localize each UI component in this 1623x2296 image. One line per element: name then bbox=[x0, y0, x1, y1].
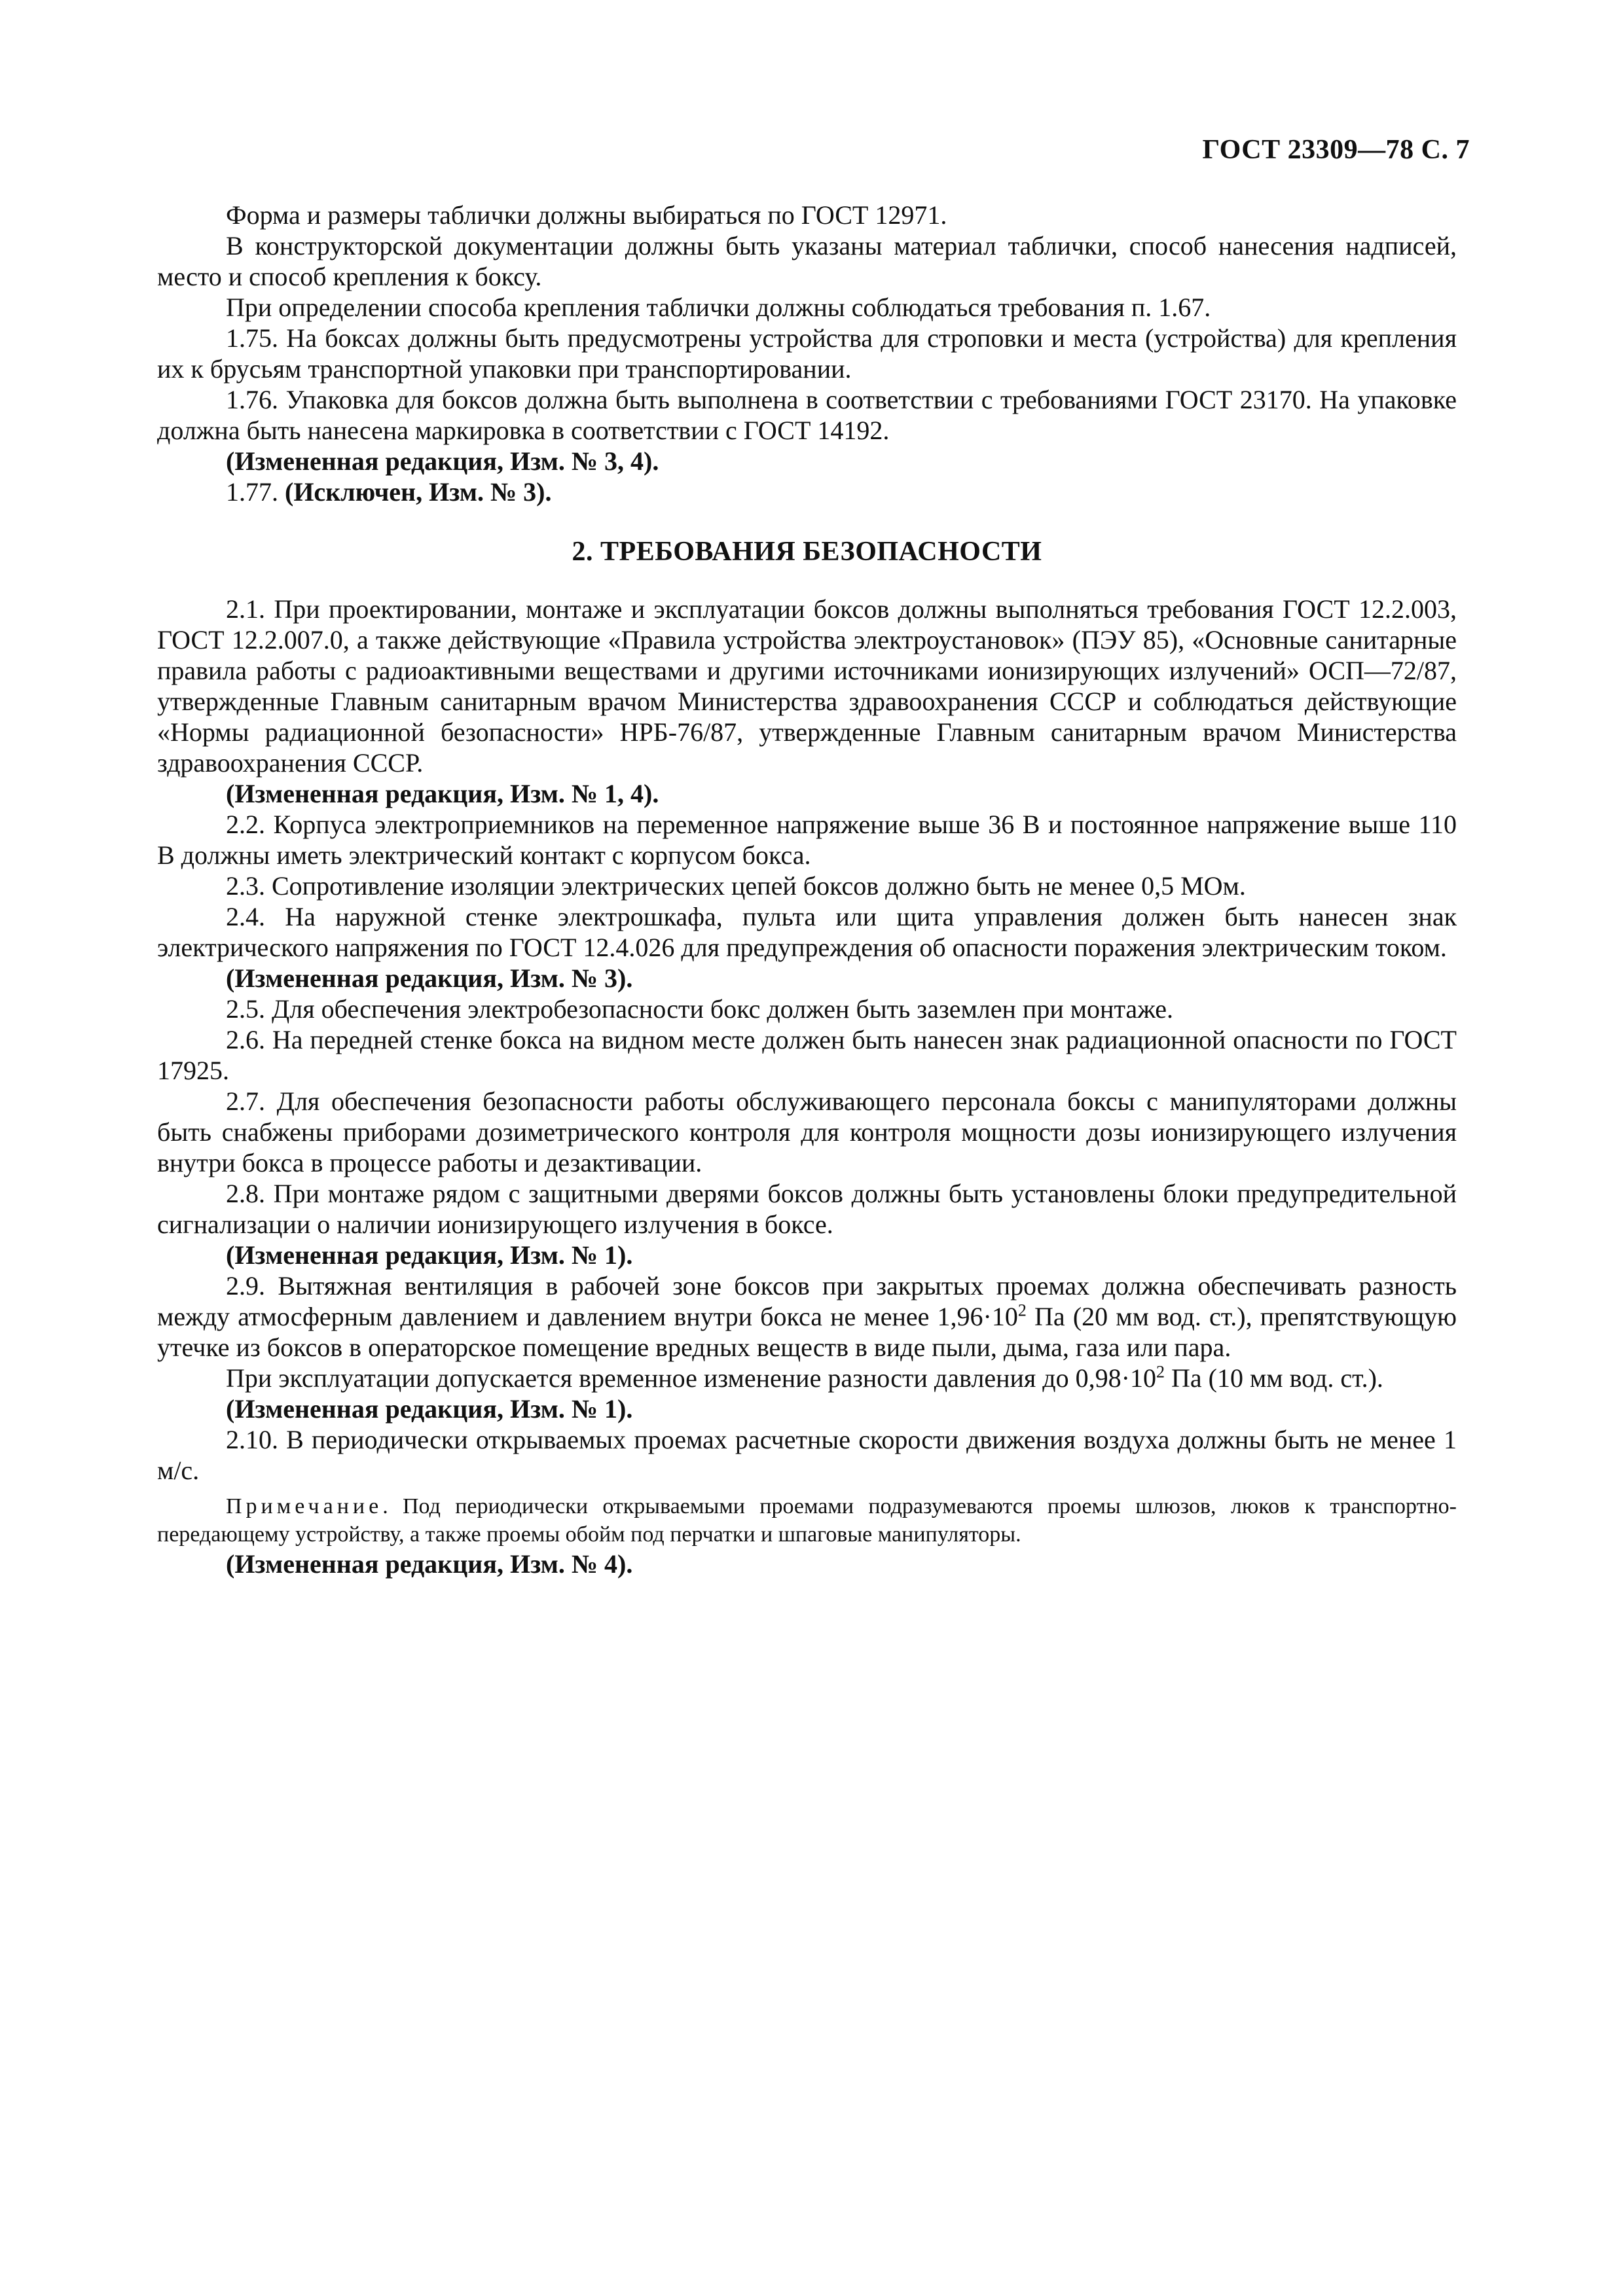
amendment-note: (Измененная редакция, Изм. № 1). bbox=[226, 1240, 633, 1270]
paragraph bbox=[157, 1270, 1457, 1363]
paragraph: 2.4. На наружной стенке электрошкафа, пульта или щита управления должен быть нанесен знак электрического напряжения по ГОСТ 12.4.026 для предупреждения об опасности поражения электрическим током. bbox=[157, 902, 1457, 962]
excluded-note: (Исключен, Изм. № 3). bbox=[285, 477, 552, 507]
paragraph bbox=[157, 1363, 1457, 1393]
paragraph: 2.7. Для обеспечения безопасности работы обслуживающего персонала боксы с манипуляторами должны быть снабжены приборами дозиметрического контроля для контроля мощности дозы ионизирующего излучения внутри бокса в процессе работы и дезактивации. bbox=[157, 1086, 1457, 1177]
paragraph: При определении способа крепления таблички должны соблюдаться требования п. 1.67. bbox=[226, 293, 1211, 322]
amendment-note: (Измененная редакция, Изм. № 3, 4). bbox=[226, 446, 659, 476]
paragraph: 2.8. При монтаже рядом с защитными дверями боксов должны быть установлены блоки предупредительной сигнализации о наличии ионизирующего излучения в боксе. bbox=[157, 1179, 1457, 1239]
amendment-note: (Измененная редакция, Изм. № 1, 4). bbox=[226, 779, 659, 808]
page-header: ГОСТ 23309—78 С. 7 bbox=[1202, 135, 1470, 165]
paragraph: 2.2. Корпуса электроприемников на переменное напряжение выше 36 В и постоянное напряжение выше 110 В должны иметь электрический контакт с корпусом бокса. bbox=[157, 810, 1457, 870]
amendment-note: (Измененная редакция, Изм. № 4). bbox=[226, 1549, 633, 1579]
note-text: . Под периодически открываемыми проемами подразумеваются проемы шлюзов, люков к транспортно-передающему устройству, а также проемы обойм под перчатки и шпаговые манипуляторы. bbox=[157, 1494, 1457, 1547]
paragraph-text: При эксплуатации допускается временное изменение разности давления до 0,98·10 bbox=[226, 1363, 1156, 1393]
note-label: Примечание bbox=[226, 1494, 383, 1518]
clause-number: 1.77. bbox=[226, 477, 278, 507]
paragraph: 1.76. Упаковка для боксов должна быть выполнена в соответствии с требованиями ГОСТ 23170. На упаковке должна быть нанесена маркировка в соответствии с ГОСТ 14192. bbox=[157, 385, 1457, 445]
paragraph: В конструкторской документации должны быть указаны материал таблички, способ нанесения надписей, место и способ крепления к боксу. bbox=[157, 231, 1457, 291]
paragraph-text: 2.9. Вытяжная вентиляция в рабочей зоне боксов при закрытых проемах должна обеспечивать разность между атмосферным давлением и давлением внутри бокса не менее 1,96·10 bbox=[157, 1271, 1457, 1331]
document-body bbox=[157, 200, 1457, 1579]
amendment-note: (Измененная редакция, Изм. № 3). bbox=[226, 963, 633, 993]
paragraph: 2.10. В периодически открываемых проемах расчетные скорости движения воздуха должны быть не менее 1 м/с. bbox=[157, 1425, 1457, 1485]
paragraph: Форма и размеры таблички должны выбираться по ГОСТ 12971. bbox=[226, 200, 947, 230]
paragraph: 2.6. На передней стенке бокса на видном месте должен быть нанесен знак радиационной опасности по ГОСТ 17925. bbox=[157, 1025, 1457, 1085]
section-title: 2. ТРЕБОВАНИЯ БЕЗОПАСНОСТИ bbox=[572, 537, 1042, 567]
paragraph-text: Па (20 мм вод. ст.), препятствующую утечке из боксов в операторское помещение вредных веществ в виде пыли, дыма, газа или пара. bbox=[157, 1302, 1457, 1362]
superscript: 2 bbox=[1017, 1300, 1027, 1320]
paragraph-text: Па (10 мм вод. ст.). bbox=[1164, 1363, 1383, 1393]
superscript: 2 bbox=[1156, 1362, 1165, 1382]
note bbox=[157, 1492, 1457, 1549]
paragraph: 2.5. Для обеспечения электробезопасности бокс должен быть заземлен при монтаже. bbox=[226, 994, 1174, 1024]
amendment-note: (Измененная редакция, Изм. № 1). bbox=[226, 1394, 633, 1424]
paragraph: 1.75. На боксах должны быть предусмотрены устройства для строповки и места (устройства) для крепления их к брусьям транспортной упаковки при транспортировании. bbox=[157, 323, 1457, 384]
paragraph: 2.1. При проектировании, монтаже и эксплуатации боксов должны выполняться требования ГОСТ 12.2.003, ГОСТ 12.2.007.0, а также действующие «Правила устройства электроустановок» (ПЭУ 85), «Основные санитарные правила работы с радиоактивными веществами и другими источниками ионизирующих излучений» ОСП—72/87, утвержденные Главным санитарным врачом Министерства здравоохранения СССР и соблюдаться действующие «Нормы радиационной безопасности» НРБ-76/87, утвержденные Главным санитарным врачом Министерства здравоохранения СССР. bbox=[157, 594, 1457, 778]
paragraph bbox=[157, 476, 1457, 507]
paragraph: 2.3. Сопротивление изоляции электрических цепей боксов должно быть не менее 0,5 МОм. bbox=[226, 871, 1246, 901]
